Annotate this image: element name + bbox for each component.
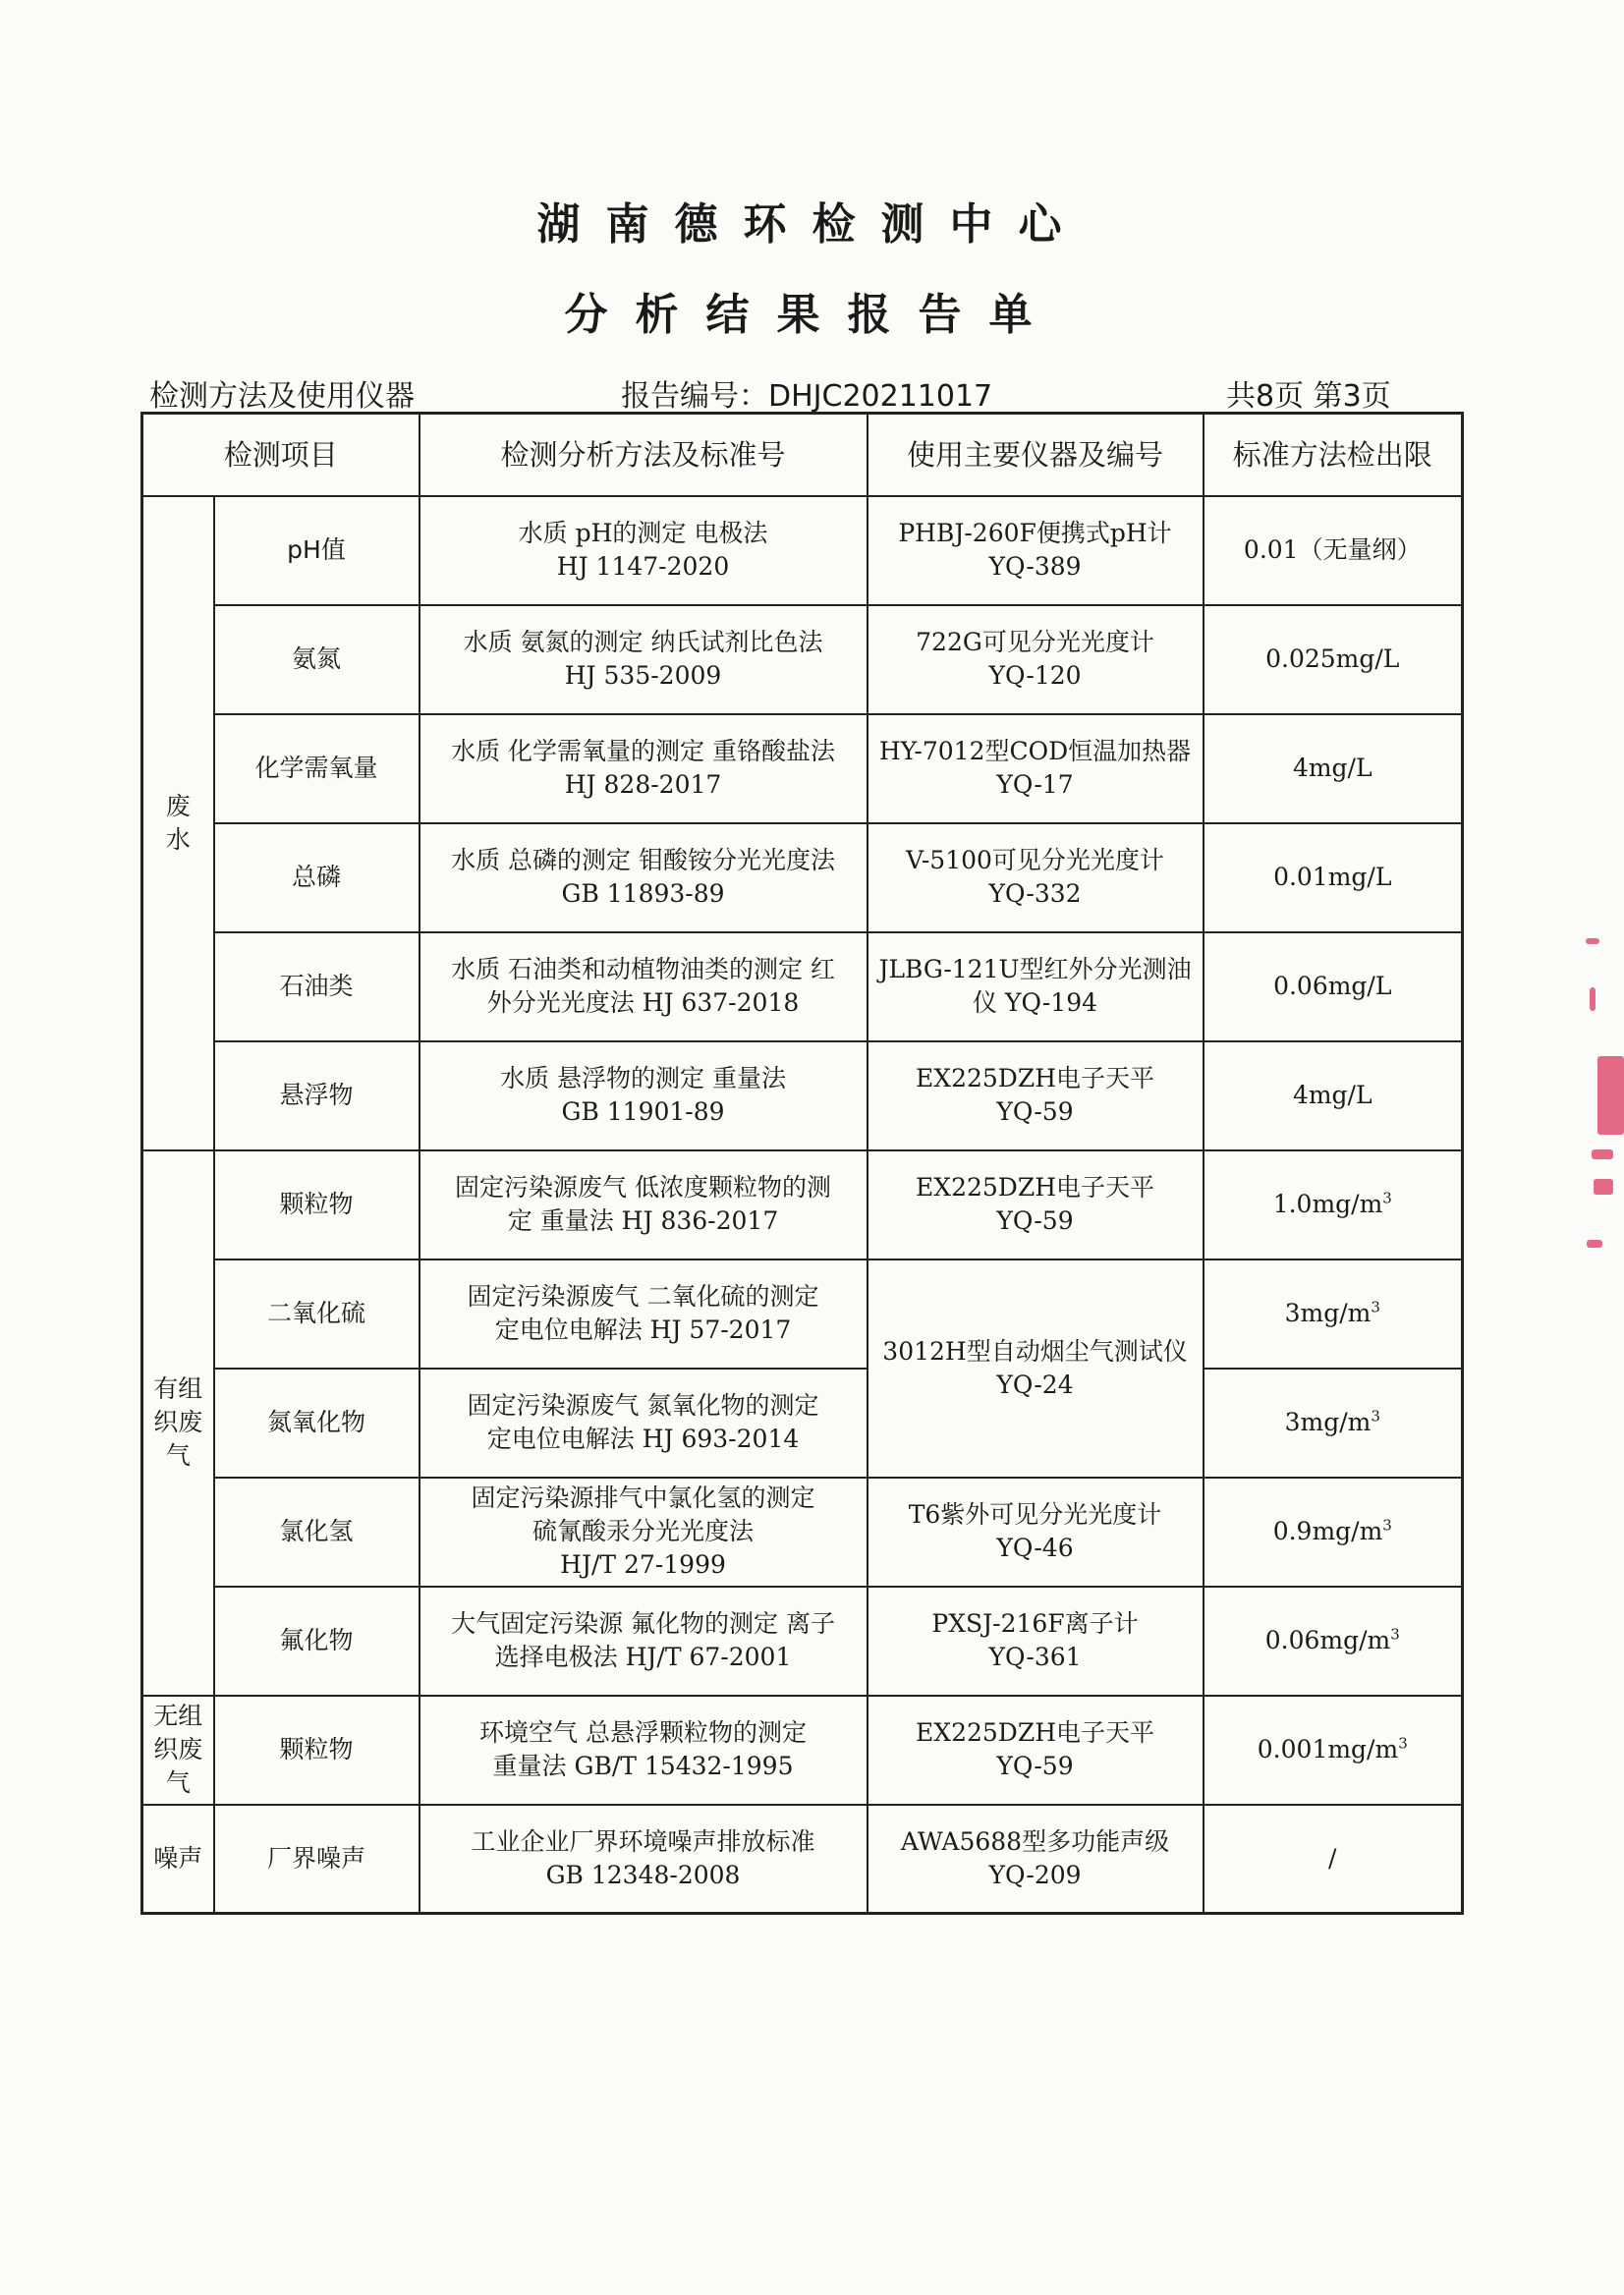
table-row — [142, 1150, 1463, 1259]
instrument-cell: AWA5688型多功能声级 YQ-209 — [868, 1805, 1204, 1914]
table-row — [142, 1369, 1463, 1478]
table-row — [142, 605, 1463, 714]
item-cell: 颗粒物 — [214, 1150, 420, 1259]
seal-mark — [1594, 1179, 1613, 1195]
doc-title: 分析结果报告单 — [564, 290, 1060, 340]
instrument-cell: EX225DZH电子天平 YQ-59 — [868, 1696, 1204, 1805]
method-cell: 大气固定污染源 氟化物的测定 离子 选择电极法 HJ/T 67-2001 — [420, 1587, 868, 1696]
instrument-cell: PXSJ-216F离子计 YQ-361 — [868, 1587, 1204, 1696]
instrument-cell: PHBJ-260F便携式pH计 YQ-389 — [868, 496, 1204, 605]
instrument-cell: JLBG-121U型红外分光测油 仪 YQ-194 — [868, 932, 1204, 1041]
method-cell: 水质 化学需氧量的测定 重铬酸盐法 HJ 828-2017 — [420, 714, 868, 823]
table-row — [142, 1041, 1463, 1150]
limit-cell: $3mg/m^3$ — [1204, 1259, 1463, 1369]
item-cell: 总磷 — [214, 823, 420, 932]
table-row — [142, 496, 1463, 605]
seal-mark — [1590, 987, 1596, 1011]
section-label: 检测方法及使用仪器 — [149, 379, 415, 414]
item-cell: 氯化氢 — [214, 1478, 420, 1587]
method-cell: 固定污染源废气 氮氧化物的测定 定电位电解法 HJ 693-2014 — [420, 1369, 868, 1478]
method-cell: 环境空气 总悬浮颗粒物的测定 重量法 GB/T 15432-1995 — [420, 1696, 868, 1805]
item-cell: 化学需氧量 — [214, 714, 420, 823]
limit-cell: $1.0mg/m^3$ — [1204, 1150, 1463, 1259]
table-row — [142, 1259, 1463, 1369]
seal-mark — [1592, 1149, 1613, 1159]
method-cell: 工业企业厂界环境噪声排放标准 GB 12348-2008 — [420, 1805, 868, 1914]
method-cell: 水质 总磷的测定 钼酸铵分光光度法 GB 11893-89 — [420, 823, 868, 932]
item-cell: 氨氮 — [214, 605, 420, 714]
method-cell: 水质 pH的测定 电极法 HJ 1147-2020 — [420, 496, 868, 605]
category-organized-gas: 有组 织废 气 — [142, 1150, 214, 1696]
instrument-cell: 722G可见分光光度计 YQ-120 — [868, 605, 1204, 714]
table-row — [142, 1587, 1463, 1696]
item-cell: 颗粒物 — [214, 1696, 420, 1805]
category-wastewater: 废 水 — [142, 496, 214, 1150]
col-header-method: 检测分析方法及标准号 — [420, 414, 868, 496]
item-cell: 悬浮物 — [214, 1041, 420, 1150]
instrument-cell: EX225DZH电子天平 YQ-59 — [868, 1041, 1204, 1150]
method-cell: 水质 悬浮物的测定 重量法 GB 11901-89 — [420, 1041, 868, 1150]
item-cell: 石油类 — [214, 932, 420, 1041]
org-title: 湖南德环检测中心 — [536, 199, 1088, 250]
instrument-cell: EX225DZH电子天平 YQ-59 — [868, 1150, 1204, 1259]
limit-cell: $0.001mg/m^3$ — [1204, 1696, 1463, 1805]
method-cell: 水质 石油类和动植物油类的测定 红 外分光光度法 HJ 637-2018 — [420, 932, 868, 1041]
methods-table — [140, 412, 1464, 1915]
seal-mark — [1586, 938, 1599, 944]
col-header-instrument: 使用主要仪器及编号 — [868, 414, 1204, 496]
method-cell: 固定污染源排气中氯化氢的测定 硫氰酸汞分光光度法 HJ/T 27-1999 — [420, 1478, 868, 1587]
item-cell: 氟化物 — [214, 1587, 420, 1696]
category-unorganized-gas: 无组 织废 气 — [142, 1696, 214, 1805]
limit-cell: / — [1204, 1805, 1463, 1914]
category-noise: 噪声 — [142, 1805, 214, 1914]
seal-mark — [1587, 1240, 1602, 1248]
limit-cell: $3mg/m^3$ — [1204, 1369, 1463, 1478]
limit-cell: $0.9mg/m^3$ — [1204, 1478, 1463, 1587]
table-row — [142, 932, 1463, 1041]
item-cell: 二氧化硫 — [214, 1259, 420, 1369]
item-cell: pH值 — [214, 496, 420, 605]
col-header-item: 检测项目 — [142, 414, 420, 496]
limit-cell: $0.06mg/m^3$ — [1204, 1587, 1463, 1696]
limit-cell: 4mg/L — [1204, 714, 1463, 823]
item-cell: 厂界噪声 — [214, 1805, 420, 1914]
limit-cell: 0.01mg/L — [1204, 823, 1463, 932]
col-header-limit: 标准方法检出限 — [1204, 414, 1463, 496]
limit-cell: 0.06mg/L — [1204, 932, 1463, 1041]
instrument-cell: HY-7012型COD恒温加热器 YQ-17 — [868, 714, 1204, 823]
limit-cell: 4mg/L — [1204, 1041, 1463, 1150]
table-row — [142, 1805, 1463, 1914]
method-cell: 固定污染源废气 二氧化硫的测定 定电位电解法 HJ 57-2017 — [420, 1259, 868, 1369]
limit-cell: 0.01（无量纲） — [1204, 496, 1463, 605]
table-row — [142, 1696, 1463, 1805]
report-number: 报告编号：DHJC20211017 — [621, 379, 993, 414]
table-row — [142, 1478, 1463, 1587]
table-row — [142, 714, 1463, 823]
instrument-cell: V-5100可见分光光度计 YQ-332 — [868, 823, 1204, 932]
limit-cell: 0.025mg/L — [1204, 605, 1463, 714]
method-cell: 固定污染源废气 低浓度颗粒物的测 定 重量法 HJ 836-2017 — [420, 1150, 868, 1259]
table-row — [142, 823, 1463, 932]
seal-mark — [1597, 1056, 1624, 1135]
instrument-cell: 3012H型自动烟尘气测试仪 YQ-24 — [868, 1259, 1204, 1478]
method-cell: 水质 氨氮的测定 纳氏试剂比色法 HJ 535-2009 — [420, 605, 868, 714]
table-header-row — [142, 414, 1463, 496]
instrument-cell: T6紫外可见分光光度计 YQ-46 — [868, 1478, 1204, 1587]
page-info: 共8页 第3页 — [1226, 379, 1391, 414]
item-cell: 氮氧化物 — [214, 1369, 420, 1478]
